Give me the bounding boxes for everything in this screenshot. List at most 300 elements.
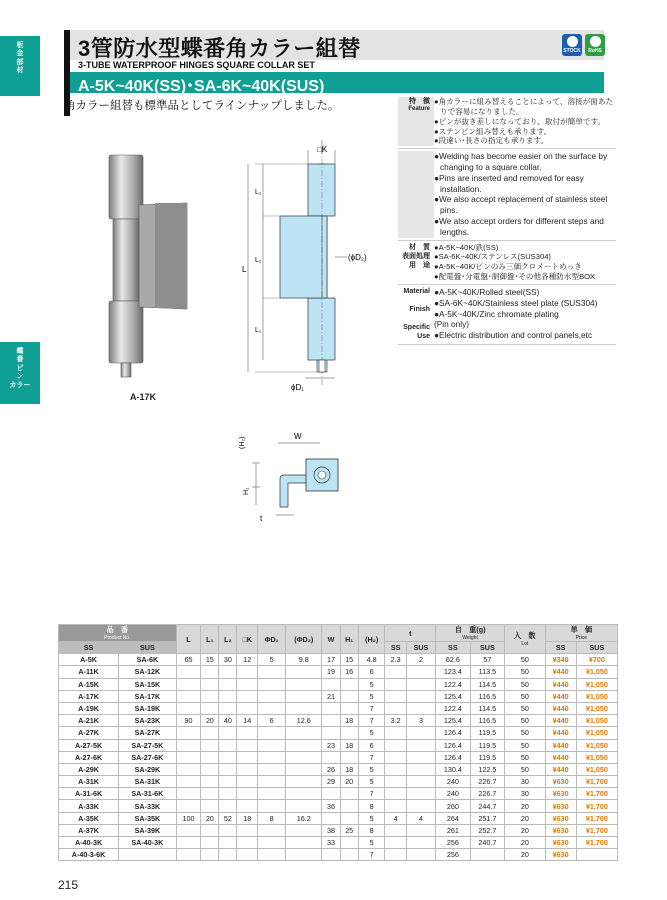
table-cell: 226.7 <box>470 776 505 788</box>
dim-L: L <box>242 265 247 274</box>
page-title: 3管防水型蝶番角カラー組替 <box>78 36 361 61</box>
table-cell: 8 <box>358 824 385 836</box>
spec-table <box>58 624 618 861</box>
table-cell: 122.4 <box>436 678 471 690</box>
table-cell <box>385 849 406 861</box>
col-K: □K <box>237 625 258 654</box>
table-cell: 240.7 <box>470 837 505 849</box>
table-cell: 62.6 <box>436 654 471 666</box>
finish-en: (Pin only) <box>434 319 470 330</box>
table-row <box>59 776 618 788</box>
table-cell <box>201 690 219 702</box>
table-cell <box>176 800 201 812</box>
spec-label <box>398 97 434 146</box>
table-cell <box>258 702 286 714</box>
table-row <box>59 715 618 727</box>
table-cell: 114.5 <box>470 702 505 714</box>
table-cell: 20 <box>505 849 545 861</box>
table-cell <box>286 763 322 775</box>
table-cell: ¥440 <box>545 763 576 775</box>
table-cell <box>176 776 201 788</box>
use-ja: ●配電盤･分電盤･制御盤･その他各種防水型BOX <box>434 272 596 282</box>
table-cell <box>322 788 340 800</box>
table-cell: A-27-5K <box>59 739 119 751</box>
table-cell <box>176 751 201 763</box>
table-cell: SA-23K <box>119 715 177 727</box>
col-product-label: 品 番 <box>106 625 129 634</box>
table-cell: 50 <box>505 763 545 775</box>
table-cell <box>286 690 322 702</box>
table-cell <box>286 776 322 788</box>
table-cell <box>201 800 219 812</box>
page-number: 215 <box>58 878 79 892</box>
table-cell <box>219 837 237 849</box>
table-cell: ¥1,700 <box>576 824 617 836</box>
table-cell: 126.4 <box>436 727 471 739</box>
table-cell: ¥630 <box>545 776 576 788</box>
table-cell: 126.4 <box>436 739 471 751</box>
table-cell: 16.2 <box>286 812 322 824</box>
feature-en: ●We also accept replacement of stainless steel pins. <box>434 194 608 216</box>
table-cell: 50 <box>505 739 545 751</box>
table-cell: 30 <box>505 776 545 788</box>
col-product-label-en: Product No. <box>104 635 131 641</box>
table-cell <box>385 800 406 812</box>
table-cell <box>406 776 435 788</box>
table-cell: A-29K <box>59 763 119 775</box>
table-cell <box>237 824 258 836</box>
table-cell: A-40-3-6K <box>59 849 119 861</box>
table-cell: 116.5 <box>470 690 505 702</box>
table-cell: 9.8 <box>286 654 322 666</box>
table-cell <box>258 837 286 849</box>
table-cell <box>340 849 358 861</box>
table-cell <box>176 824 201 836</box>
table-cell <box>237 678 258 690</box>
table-cell: 30 <box>219 654 237 666</box>
table-cell <box>340 727 358 739</box>
table-cell <box>237 763 258 775</box>
table-cell <box>322 715 340 727</box>
table-row <box>59 824 618 836</box>
table-cell <box>322 702 340 714</box>
table-cell <box>201 727 219 739</box>
col-product <box>59 625 177 642</box>
col-D1: ΦD₁ <box>258 625 286 654</box>
table-cell: 125.4 <box>436 690 471 702</box>
table-cell <box>406 666 435 678</box>
col-weight <box>436 625 505 642</box>
table-cell <box>219 824 237 836</box>
table-cell: 52 <box>219 812 237 824</box>
material-en: ●A-5K~40K/Rolled steel(SS) <box>434 286 540 297</box>
table-cell <box>237 849 258 861</box>
table-cell: ¥1,700 <box>576 788 617 800</box>
table-cell <box>201 751 219 763</box>
rohs-badge <box>585 34 605 56</box>
material-ja: ●A-5K~40K/鉄(SS) <box>434 242 499 252</box>
table-cell: ¥630 <box>545 812 576 824</box>
use-label: 用 途 <box>409 261 430 269</box>
finish-ja: ●A-5K~40K/ピンのみ三価クロメートめっき <box>434 262 582 272</box>
table-cell <box>176 739 201 751</box>
spec-body <box>434 287 616 342</box>
table-cell <box>406 849 435 861</box>
table-cell: ¥630 <box>545 837 576 849</box>
table-cell <box>219 702 237 714</box>
table-cell <box>258 751 286 763</box>
table-cell: 4.8 <box>358 654 385 666</box>
table-cell <box>385 824 406 836</box>
table-cell: 15 <box>201 654 219 666</box>
table-cell <box>219 849 237 861</box>
table-cell: 38 <box>322 824 340 836</box>
table-cell: 7 <box>358 849 385 861</box>
table-row <box>59 678 618 690</box>
table-cell: 256 <box>436 837 471 849</box>
finish-label-en: Finish <box>409 306 430 314</box>
table-cell <box>237 776 258 788</box>
table-cell: ¥1,050 <box>576 763 617 775</box>
table-cell <box>385 776 406 788</box>
side-tab-char: 板 <box>16 42 24 49</box>
table-cell: SA-17K <box>119 690 177 702</box>
table-cell: ¥630 <box>545 800 576 812</box>
badges <box>562 34 605 56</box>
col-t-sus: SUS <box>406 642 435 654</box>
table-cell: ¥440 <box>545 727 576 739</box>
table-cell: 30 <box>505 788 545 800</box>
table-cell <box>340 678 358 690</box>
table-cell: 18 <box>237 812 258 824</box>
table-cell <box>406 678 435 690</box>
table-row <box>59 788 618 800</box>
spec-panel <box>398 95 616 345</box>
table-cell: 65 <box>176 654 201 666</box>
table-cell <box>258 763 286 775</box>
table-cell: A-40-3K <box>59 837 119 849</box>
table-cell: 113.5 <box>470 666 505 678</box>
table-cell: 20 <box>505 837 545 849</box>
table-cell: A-27K <box>59 727 119 739</box>
table-cell <box>385 678 406 690</box>
table-cell <box>219 739 237 751</box>
col-H2: (H₂) <box>358 625 385 654</box>
table-cell <box>201 788 219 800</box>
table-cell <box>385 837 406 849</box>
dim-D2: (ϕD₂) <box>348 253 367 262</box>
col-price-sus: SUS <box>576 642 617 654</box>
leaf-icon <box>590 36 601 47</box>
table-cell: ¥1,700 <box>576 837 617 849</box>
table-cell <box>176 849 201 861</box>
spec-body <box>434 151 616 237</box>
feature-en: ●Pins are inserted and removed for easy installation. <box>434 172 584 194</box>
table-cell: A-15K <box>59 678 119 690</box>
feature-en: ●We also accept orders for different steps and lengths. <box>434 215 604 237</box>
table-cell: ¥440 <box>545 739 576 751</box>
features-label-en: Feature <box>408 106 430 113</box>
spec-material-ja <box>398 241 616 285</box>
table-cell <box>258 849 286 861</box>
table-cell: ¥1,050 <box>576 739 617 751</box>
table-cell <box>322 849 340 861</box>
table-body <box>59 654 618 861</box>
table-cell: 50 <box>505 702 545 714</box>
table-cell: 252.7 <box>470 824 505 836</box>
side-tab-char: 部 <box>16 58 24 66</box>
dim-D1: ϕD₁ <box>291 383 304 392</box>
spec-label <box>398 243 434 282</box>
table-cell: ¥1,700 <box>576 812 617 824</box>
table-cell <box>385 666 406 678</box>
table-cell <box>385 702 406 714</box>
table-row <box>59 654 618 666</box>
table-cell: 7 <box>358 751 385 763</box>
table-cell <box>385 739 406 751</box>
table-cell: 3.2 <box>385 715 406 727</box>
dim-H2: (H₂) <box>239 436 246 449</box>
table-cell: 116.5 <box>470 715 505 727</box>
table-cell: 29 <box>322 776 340 788</box>
table-cell <box>385 763 406 775</box>
side-tab-char: 蝶 <box>16 348 24 355</box>
table-cell <box>340 800 358 812</box>
spec-label <box>398 287 434 342</box>
table-cell <box>237 666 258 678</box>
table-cell <box>201 678 219 690</box>
table-cell <box>385 690 406 702</box>
table-cell: ¥1,050 <box>576 690 617 702</box>
col-t-ss: SS <box>385 642 406 654</box>
table-cell: A-37K <box>59 824 119 836</box>
table-cell <box>340 751 358 763</box>
feature-ja: ●角カラーに組み替えることによって、溶接が面あたりで容易になりました。 <box>434 97 614 116</box>
col-weight-ss: SS <box>436 642 471 654</box>
table-cell: SA-15K <box>119 678 177 690</box>
table-cell <box>237 751 258 763</box>
col-weight-label-en: Weight <box>462 635 478 641</box>
table-cell: ¥1,700 <box>576 776 617 788</box>
table-cell: 244.7 <box>470 800 505 812</box>
table-cell <box>406 788 435 800</box>
table-cell: ¥630 <box>545 824 576 836</box>
table-cell <box>219 678 237 690</box>
finish-en: ●A-5K~40K/Zinc chromate plating <box>434 308 559 319</box>
table-row <box>59 837 618 849</box>
table-cell: A-33K <box>59 800 119 812</box>
table-cell: SA-27-5K <box>119 739 177 751</box>
spec-features-en <box>398 149 616 240</box>
table-cell: 90 <box>176 715 201 727</box>
table-cell: SA-35K <box>119 812 177 824</box>
table-cell: 12.6 <box>286 715 322 727</box>
table-cell: 251.7 <box>470 812 505 824</box>
feature-ja: ●ステンピン組み替えも承ります。 <box>434 126 552 136</box>
table-cell: 7 <box>358 715 385 727</box>
dim-W: W <box>294 432 302 441</box>
table-cell: 261 <box>436 824 471 836</box>
table-cell: 123.4 <box>436 666 471 678</box>
table-cell: SA-40-3K <box>119 837 177 849</box>
table-row <box>59 690 618 702</box>
dim-L2: L₂ <box>255 257 262 264</box>
table-cell <box>176 678 201 690</box>
col-L1: L₁ <box>201 625 219 654</box>
table-cell: 6 <box>258 715 286 727</box>
table-cell: A-31-6K <box>59 788 119 800</box>
table-cell <box>237 739 258 751</box>
table-cell <box>176 788 201 800</box>
table-cell: ¥440 <box>545 678 576 690</box>
table-cell <box>286 751 322 763</box>
table-cell: 4 <box>385 812 406 824</box>
table-cell: 256 <box>436 849 471 861</box>
side-tab-hinge-pin-collar[interactable] <box>0 342 40 404</box>
table-cell: ¥1,050 <box>576 715 617 727</box>
material-label: 材 質 <box>409 243 430 251</box>
col-L: L <box>176 625 201 654</box>
spec-body <box>434 97 616 146</box>
table-cell <box>286 739 322 751</box>
table-cell: 12 <box>237 654 258 666</box>
col-weight-label: 自 重(g) <box>454 625 486 634</box>
table-cell <box>322 812 340 824</box>
table-cell: 7 <box>358 702 385 714</box>
table-cell: SA-27K <box>119 727 177 739</box>
table-cell: ¥1,050 <box>576 727 617 739</box>
spec-features <box>398 95 616 149</box>
col-D2: (ΦD₂) <box>286 625 322 654</box>
side-tab-char: カラー <box>9 381 31 389</box>
table-cell: 8 <box>258 812 286 824</box>
table-cell: 125.4 <box>436 715 471 727</box>
table-cell: 23 <box>322 739 340 751</box>
table-cell: 36 <box>322 800 340 812</box>
col-ss: SS <box>59 642 119 654</box>
table-cell <box>406 824 435 836</box>
table-cell: 7 <box>358 788 385 800</box>
rohs-badge-label: RoHS <box>588 48 602 54</box>
col-L2: L₂ <box>219 625 237 654</box>
table-cell: 126.4 <box>436 751 471 763</box>
table-cell: ¥700 <box>576 654 617 666</box>
table-cell: A-21K <box>59 715 119 727</box>
use-label-en: Specific Use <box>403 324 430 341</box>
table-cell: 20 <box>201 715 219 727</box>
table-cell: SA-31-6K <box>119 788 177 800</box>
table-cell: ¥1,050 <box>576 678 617 690</box>
table-cell <box>286 678 322 690</box>
table-cell: SA-6K <box>119 654 177 666</box>
table-cell <box>406 800 435 812</box>
table-row <box>59 763 618 775</box>
table-cell: SA-19K <box>119 702 177 714</box>
table-cell: A-5K <box>59 654 119 666</box>
table-cell: ¥1,700 <box>576 800 617 812</box>
table-cell: 119.5 <box>470 751 505 763</box>
table-cell <box>322 751 340 763</box>
dim-L1-top: L₁ <box>255 189 262 196</box>
table-cell: 20 <box>505 824 545 836</box>
table-cell: ¥1,050 <box>576 702 617 714</box>
col-lot-label: 入 数 <box>514 631 536 641</box>
side-tab-sheet-metal[interactable] <box>0 36 40 96</box>
side-tab-char: ピ <box>16 364 24 372</box>
table-cell <box>176 763 201 775</box>
table-cell: 18 <box>340 739 358 751</box>
table-row <box>59 702 618 714</box>
table-cell: 5 <box>358 812 385 824</box>
table-cell <box>201 776 219 788</box>
table-cell <box>322 678 340 690</box>
table-cell <box>286 849 322 861</box>
table-cell: 33 <box>322 837 340 849</box>
table-cell <box>286 788 322 800</box>
table-cell: 122.4 <box>436 702 471 714</box>
table-cell <box>385 751 406 763</box>
table-cell: 50 <box>505 715 545 727</box>
table-row <box>59 727 618 739</box>
table-cell: 50 <box>505 727 545 739</box>
feature-en: ●Welding has become easier on the surface by changing to a square collar. <box>434 151 608 173</box>
table-cell <box>286 666 322 678</box>
feature-ja: ●ピンが抜き差しになっており、取付が簡単です。 <box>434 116 606 126</box>
table-cell <box>176 702 201 714</box>
col-weight-sus: SUS <box>470 642 505 654</box>
table-cell: 5 <box>258 654 286 666</box>
table-cell: SA-27-6K <box>119 751 177 763</box>
table-cell <box>201 739 219 751</box>
feature-ja: ●段違い･長さの指定も承ります。 <box>434 136 549 146</box>
table-cell: 26 <box>322 763 340 775</box>
table-cell <box>286 837 322 849</box>
table-cell: ¥440 <box>545 702 576 714</box>
col-price-ss: SS <box>545 642 576 654</box>
table-cell: 50 <box>505 654 545 666</box>
table-cell: 50 <box>505 678 545 690</box>
table-cell: 6 <box>358 666 385 678</box>
table-cell: 5 <box>358 776 385 788</box>
col-price <box>545 625 617 642</box>
table-cell: 226.7 <box>470 788 505 800</box>
dim-K: □K <box>317 145 328 154</box>
table-cell: 240 <box>436 788 471 800</box>
table-cell: ¥440 <box>545 690 576 702</box>
table-cell: 2.3 <box>385 654 406 666</box>
table-cell: 50 <box>505 690 545 702</box>
table-cell: SA-29K <box>119 763 177 775</box>
col-sus: SUS <box>119 642 177 654</box>
table-cell: ¥440 <box>545 666 576 678</box>
material-en: ●SA-6K~40K/Stainless steel plate (SUS304) <box>434 297 598 308</box>
table-cell: 20 <box>201 812 219 824</box>
table-cell <box>406 727 435 739</box>
table-cell <box>219 776 237 788</box>
table-cell: 264 <box>436 812 471 824</box>
table-cell: SA-12K <box>119 666 177 678</box>
table-cell <box>406 690 435 702</box>
table-cell: 20 <box>505 800 545 812</box>
table-cell: 122.5 <box>470 763 505 775</box>
table-cell <box>340 837 358 849</box>
table-cell: A-11K <box>59 666 119 678</box>
dim-H1: H₁ <box>243 487 250 495</box>
table-cell: 2 <box>406 654 435 666</box>
table-cell: SA-31K <box>119 776 177 788</box>
table-cell <box>201 666 219 678</box>
dim-L1-bottom: L₁ <box>255 327 262 334</box>
